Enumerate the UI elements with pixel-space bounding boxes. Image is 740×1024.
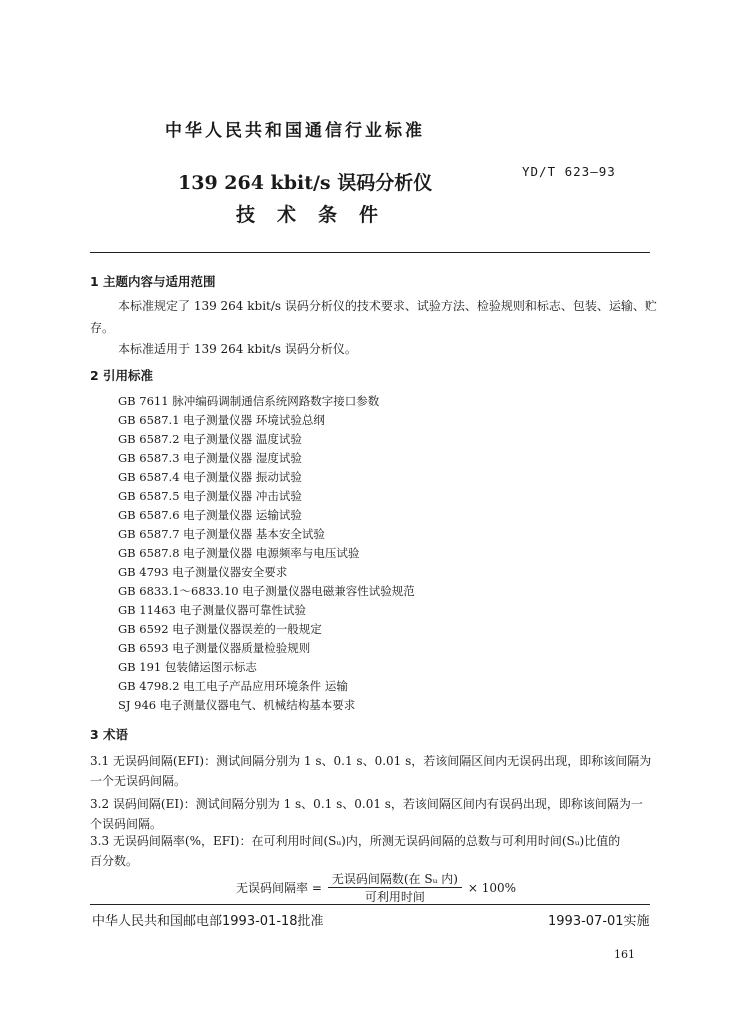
- reference-item: GB 6587.8 电子测量仪器 电源频率与电压试验: [118, 546, 360, 560]
- formula-numerator: 无误码间隔数(在 Sᵤ 内): [328, 870, 462, 888]
- reference-item: GB 6587.1 电子测量仪器 环境试验总纲: [118, 413, 325, 427]
- term-3-1: 3.1 无误码间隔(EFI)：测试间隔分别为 1 s、0.1 s、0.01 s，若该间隔区间内无误码出现，即称该间隔为: [90, 754, 652, 768]
- reference-item: GB 6592 电子测量仪器误差的一般规定: [118, 622, 322, 636]
- section-1-paragraph-cont: 存。: [90, 321, 115, 335]
- reference-item: GB 11463 电子测量仪器可靠性试验: [118, 603, 307, 617]
- term-3-2-cont: 个误码间隔。: [90, 817, 163, 831]
- term-3-3-cont: 百分数。: [90, 854, 139, 868]
- document-title: 139 264 kbit/s 误码分析仪: [178, 172, 433, 194]
- reference-item: GB 6587.4 电子测量仪器 振动试验: [118, 470, 302, 484]
- reference-item: GB 4793 电子测量仪器安全要求: [118, 565, 288, 579]
- footer-divider: [90, 904, 650, 905]
- approval-date: 中华人民共和国邮电部1993-01-18批准: [92, 914, 324, 929]
- reference-item: GB 6587.6 电子测量仪器 运输试验: [118, 508, 302, 522]
- reference-item: GB 4798.2 电工电子产品应用环境条件 运输: [118, 679, 348, 693]
- reference-item: SJ 946 电子测量仪器电气、机械结构基本要求: [118, 698, 356, 712]
- reference-item: GB 6587.7 电子测量仪器 基本安全试验: [118, 527, 325, 541]
- efi-formula: [236, 870, 516, 905]
- reference-item: GB 6587.3 电子测量仪器 湿度试验: [118, 451, 302, 465]
- reference-item: GB 7611 脉冲编码调制通信系统网路数字接口参数: [118, 394, 380, 408]
- reference-item: GB 6833.1～6833.10 电子测量仪器电磁兼容性试验规范: [118, 584, 415, 598]
- issuing-organization: 中华人民共和国通信行业标准: [165, 121, 425, 141]
- section-1-scope: 本标准适用于 139 264 kbit/s 误码分析仪。: [118, 342, 357, 356]
- header-divider: [90, 252, 650, 253]
- formula-denominator: 可利用时间: [364, 890, 425, 904]
- reference-item: GB 6587.5 电子测量仪器 冲击试验: [118, 489, 302, 503]
- section-1-paragraph: 本标准规定了 139 264 kbit/s 误码分析仪的技术要求、试验方法、检验规则和标志、包装、运输、贮: [118, 299, 657, 313]
- formula-factor: × 100%: [467, 880, 517, 895]
- section-1-heading: 1 主题内容与适用范围: [90, 274, 216, 289]
- page-number: 161: [614, 948, 635, 961]
- reference-item: GB 6587.2 电子测量仪器 温度试验: [118, 432, 302, 446]
- implementation-date: 1993-07-01实施: [548, 914, 650, 929]
- section-3-heading: 3 术语: [90, 727, 129, 742]
- reference-item: GB 6593 电子测量仪器质量检验规则: [118, 641, 311, 655]
- formula-lhs: 无误码间隔率 =: [236, 881, 322, 895]
- term-3-2: 3.2 误码间隔(EI)：测试间隔分别为 1 s、0.1 s、0.01 s，若该间隔区间内有误码出现，即称该间隔为一: [90, 797, 643, 811]
- formula-fraction: [328, 870, 462, 905]
- document-subtitle: 技术条件: [236, 204, 401, 226]
- reference-item: GB 191 包装储运图示标志: [118, 660, 257, 674]
- term-3-3: 3.3 无误码间隔率(%，EFI)：在可利用时间(Sᵤ)内，所测无误码间隔的总数与可利用时间(Sᵤ)比值的: [90, 834, 621, 848]
- standard-code: YD/T 623—93: [522, 164, 616, 179]
- section-2-heading: 2 引用标准: [90, 368, 154, 383]
- term-3-1-cont: 一个无误码间隔。: [90, 774, 187, 788]
